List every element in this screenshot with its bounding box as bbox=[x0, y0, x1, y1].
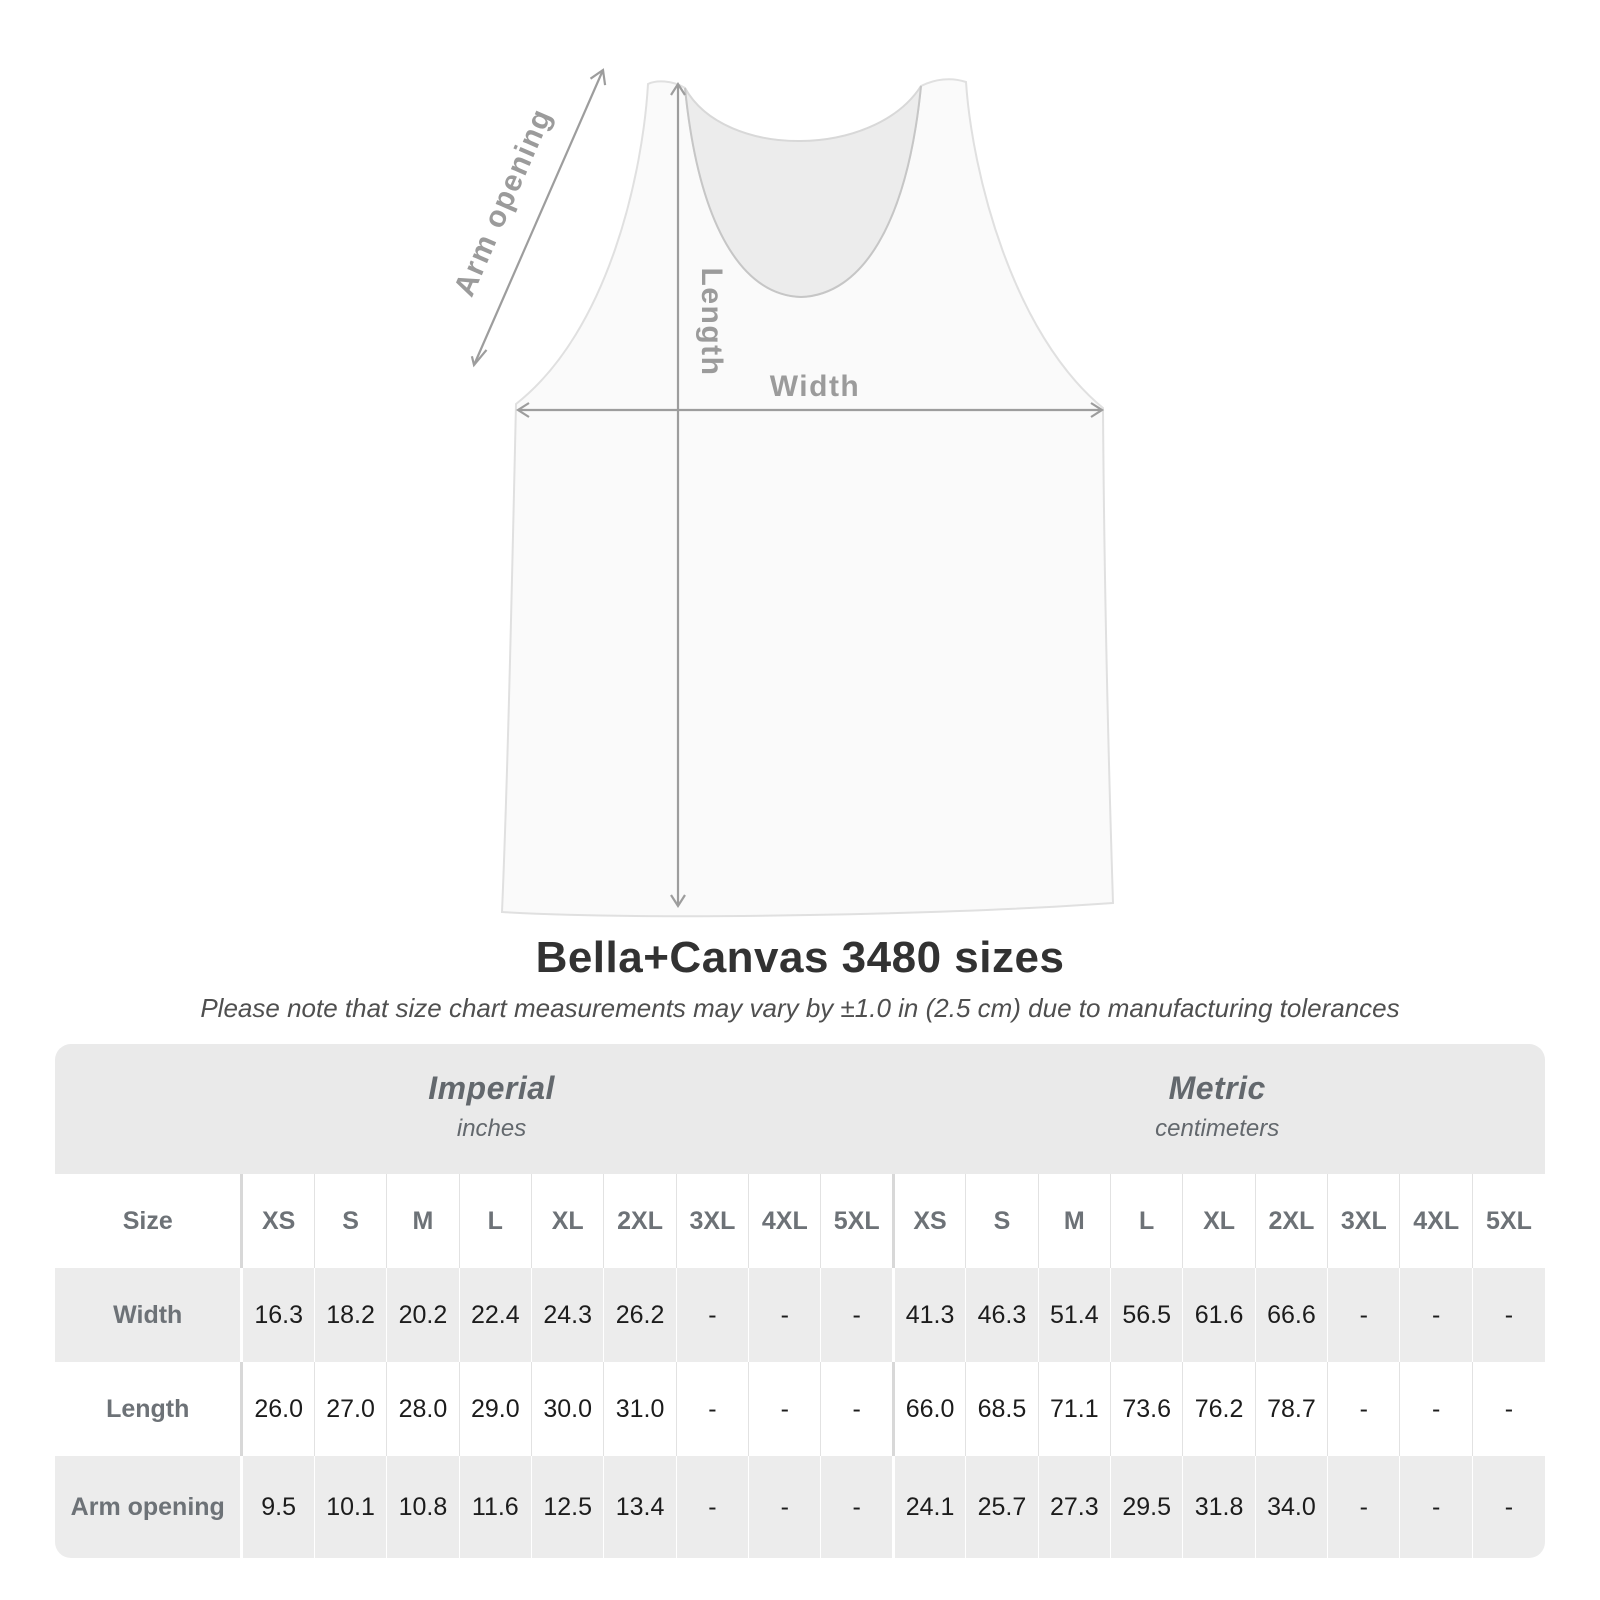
table-row-width bbox=[55, 1268, 1545, 1362]
value-cell-imperial-arm-opening-m: 10.8 bbox=[387, 1456, 459, 1558]
value-cell-metric-arm-opening-xs: 24.1 bbox=[893, 1456, 965, 1558]
value-cell-metric-arm-opening-2xl: 34.0 bbox=[1255, 1456, 1327, 1558]
value-cell-metric-width-l: 56.5 bbox=[1110, 1268, 1182, 1362]
row-label-arm-opening: Arm opening bbox=[70, 1492, 225, 1521]
size-chart-table bbox=[55, 1044, 1545, 1558]
size-col-header-imperial-3xl: 3XL bbox=[676, 1174, 748, 1268]
unit-group-metric bbox=[1007, 1044, 1427, 1143]
size-col-header-metric-m: M bbox=[1038, 1174, 1110, 1268]
value-cell-metric-arm-opening-4xl: - bbox=[1400, 1456, 1472, 1558]
table-row-length bbox=[55, 1362, 1545, 1456]
value-cell-metric-length-m: 71.1 bbox=[1038, 1362, 1110, 1456]
value-cell-imperial-length-m: 28.0 bbox=[387, 1362, 459, 1456]
value-cell-metric-length-4xl: - bbox=[1400, 1362, 1472, 1456]
size-col-header-metric-2xl: 2XL bbox=[1255, 1174, 1327, 1268]
value-cell-metric-width-3xl: - bbox=[1328, 1268, 1400, 1362]
imperial-heading: Imperial bbox=[428, 1070, 555, 1106]
metric-unit-label: centimeters bbox=[1155, 1115, 1280, 1142]
value-cell-imperial-arm-opening-5xl: - bbox=[821, 1456, 893, 1558]
size-col-header-metric-5xl: 5XL bbox=[1472, 1174, 1545, 1268]
value-cell-metric-length-5xl: - bbox=[1472, 1362, 1545, 1456]
row-label-width: Width bbox=[113, 1300, 183, 1329]
size-col-header-imperial-xs: XS bbox=[242, 1174, 314, 1268]
value-cell-imperial-length-xl: 30.0 bbox=[531, 1362, 603, 1456]
width-label: Width bbox=[769, 370, 861, 403]
size-col-header-metric-s: S bbox=[966, 1174, 1038, 1268]
value-cell-metric-width-m: 51.4 bbox=[1038, 1268, 1110, 1362]
units-band bbox=[55, 1044, 1545, 1174]
length-label: Length bbox=[695, 267, 728, 377]
value-cell-imperial-length-s: 27.0 bbox=[314, 1362, 386, 1456]
size-col-header-imperial-s: S bbox=[314, 1174, 386, 1268]
value-cell-metric-length-3xl: - bbox=[1328, 1362, 1400, 1456]
value-cell-metric-width-5xl: - bbox=[1472, 1268, 1545, 1362]
value-cell-imperial-width-xs: 16.3 bbox=[242, 1268, 314, 1362]
size-col-header-metric-xl: XL bbox=[1183, 1174, 1255, 1268]
page-title: Bella+Canvas 3480 sizes bbox=[535, 933, 1065, 982]
value-cell-imperial-arm-opening-xs: 9.5 bbox=[242, 1456, 314, 1558]
size-col-header-metric-xs: XS bbox=[893, 1174, 965, 1268]
size-col-header-imperial-xl: XL bbox=[531, 1174, 603, 1268]
value-cell-metric-width-s: 46.3 bbox=[966, 1268, 1038, 1362]
value-cell-metric-width-4xl: - bbox=[1400, 1268, 1472, 1362]
value-cell-imperial-length-xs: 26.0 bbox=[242, 1362, 314, 1456]
value-cell-imperial-width-5xl: - bbox=[821, 1268, 893, 1362]
value-cell-imperial-width-m: 20.2 bbox=[387, 1268, 459, 1362]
value-cell-imperial-width-l: 22.4 bbox=[459, 1268, 531, 1362]
size-col-header-metric-l: L bbox=[1110, 1174, 1182, 1268]
value-cell-imperial-length-5xl: - bbox=[821, 1362, 893, 1456]
value-cell-imperial-width-4xl: - bbox=[749, 1268, 821, 1362]
size-col-header-metric-3xl: 3XL bbox=[1328, 1174, 1400, 1268]
measurements-tbody bbox=[55, 1268, 1545, 1558]
value-cell-imperial-width-xl: 24.3 bbox=[531, 1268, 603, 1362]
unit-group-imperial bbox=[282, 1044, 702, 1143]
size-header-row bbox=[55, 1174, 1545, 1268]
value-cell-metric-width-xl: 61.6 bbox=[1183, 1268, 1255, 1362]
value-cell-imperial-width-2xl: 26.2 bbox=[604, 1268, 676, 1362]
metric-heading: Metric bbox=[1168, 1070, 1266, 1106]
value-cell-metric-width-xs: 41.3 bbox=[893, 1268, 965, 1362]
value-cell-imperial-width-s: 18.2 bbox=[314, 1268, 386, 1362]
row-label-length: Length bbox=[106, 1394, 190, 1423]
size-col-header-imperial-5xl: 5XL bbox=[821, 1174, 893, 1268]
value-cell-imperial-arm-opening-xl: 12.5 bbox=[531, 1456, 603, 1558]
table-row-arm-opening bbox=[55, 1456, 1545, 1558]
size-col-header-imperial-l: L bbox=[459, 1174, 531, 1268]
size-col-header-imperial-m: M bbox=[387, 1174, 459, 1268]
value-cell-metric-length-xs: 66.0 bbox=[893, 1362, 965, 1456]
page-subtitle: Please note that size chart measurements may vary by ±1.0 in (2.5 cm) due to manufacturing tolerances bbox=[200, 993, 1400, 1023]
value-cell-metric-arm-opening-s: 25.7 bbox=[966, 1456, 1038, 1558]
value-cell-imperial-width-3xl: - bbox=[676, 1268, 748, 1362]
value-cell-imperial-arm-opening-s: 10.1 bbox=[314, 1456, 386, 1558]
arm-opening-label: Arm opening bbox=[447, 103, 559, 302]
value-cell-imperial-arm-opening-4xl: - bbox=[749, 1456, 821, 1558]
value-cell-metric-length-s: 68.5 bbox=[966, 1362, 1038, 1456]
value-cell-metric-length-xl: 76.2 bbox=[1183, 1362, 1255, 1456]
value-cell-imperial-arm-opening-2xl: 13.4 bbox=[604, 1456, 676, 1558]
value-cell-imperial-length-2xl: 31.0 bbox=[604, 1362, 676, 1456]
value-cell-metric-length-l: 73.6 bbox=[1110, 1362, 1182, 1456]
value-cell-imperial-length-l: 29.0 bbox=[459, 1362, 531, 1456]
value-cell-imperial-arm-opening-l: 11.6 bbox=[459, 1456, 531, 1558]
value-cell-metric-arm-opening-l: 29.5 bbox=[1110, 1456, 1182, 1558]
value-cell-imperial-arm-opening-3xl: - bbox=[676, 1456, 748, 1558]
measurements-table bbox=[55, 1174, 1545, 1558]
value-cell-metric-arm-opening-m: 27.3 bbox=[1038, 1456, 1110, 1558]
size-col-header-imperial-4xl: 4XL bbox=[749, 1174, 821, 1268]
size-header-cell: Size bbox=[122, 1206, 173, 1235]
value-cell-metric-length-2xl: 78.7 bbox=[1255, 1362, 1327, 1456]
size-col-header-imperial-2xl: 2XL bbox=[604, 1174, 676, 1268]
size-col-header-metric-4xl: 4XL bbox=[1400, 1174, 1472, 1268]
value-cell-metric-arm-opening-3xl: - bbox=[1328, 1456, 1400, 1558]
imperial-unit-label: inches bbox=[456, 1115, 527, 1142]
value-cell-imperial-length-3xl: - bbox=[676, 1362, 748, 1456]
value-cell-imperial-length-4xl: - bbox=[749, 1362, 821, 1456]
value-cell-metric-arm-opening-5xl: - bbox=[1472, 1456, 1545, 1558]
value-cell-metric-width-2xl: 66.6 bbox=[1255, 1268, 1327, 1362]
value-cell-metric-arm-opening-xl: 31.8 bbox=[1183, 1456, 1255, 1558]
